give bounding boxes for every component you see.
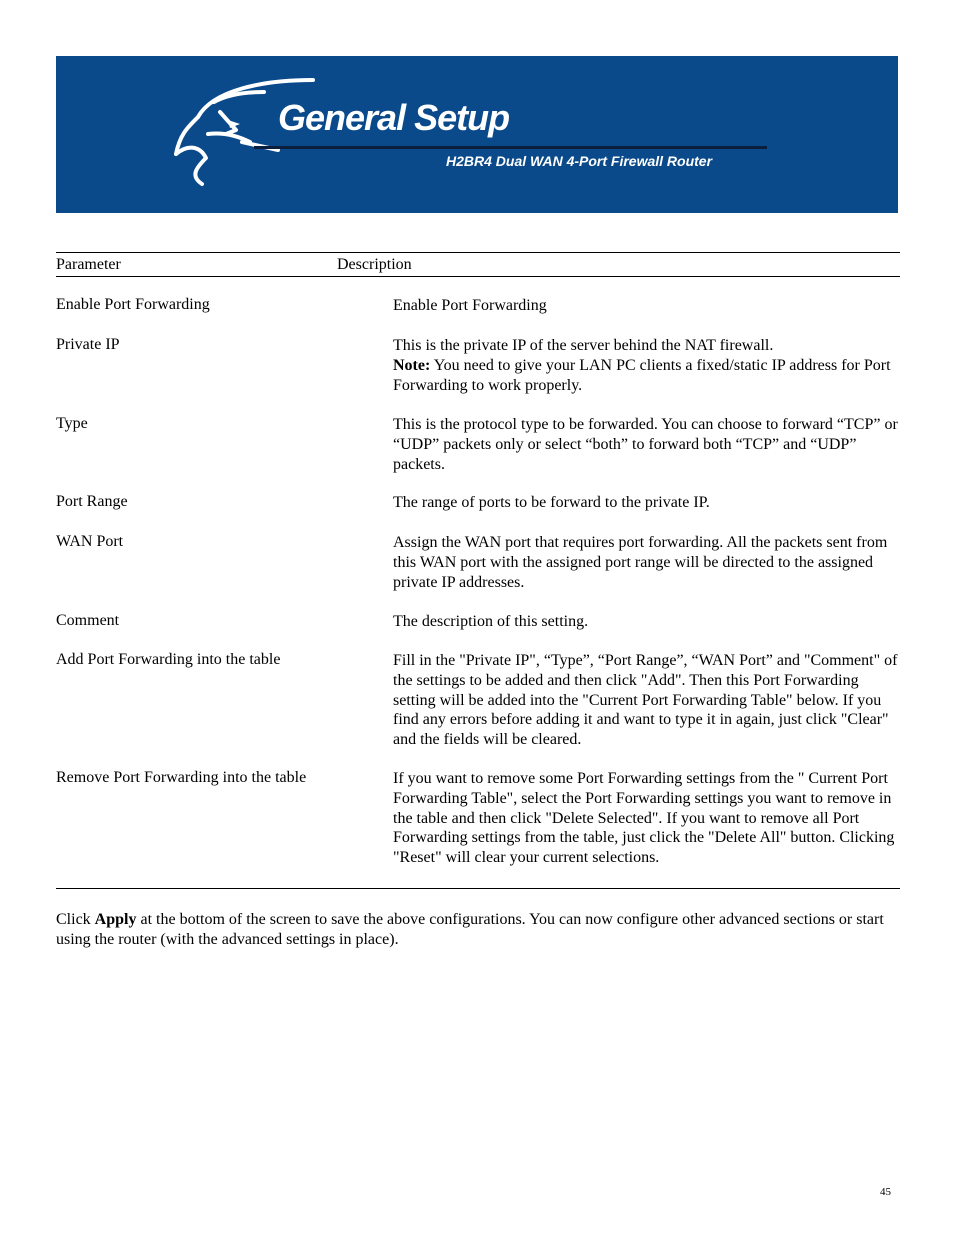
header-banner (56, 56, 898, 213)
apply-prefix: Click (56, 911, 95, 928)
note-label: Note: (393, 356, 431, 374)
description-cell: Assign the WAN port that requires port forwarding. All the packets sent from this WAN port with the assigned port range will be directed to the assigned private IP addresses. (393, 534, 888, 591)
apply-instruction (56, 910, 900, 950)
table-top-rule (56, 252, 900, 253)
description-cell: This is the protocol type to be forwarded. You can choose to forward “TCP” or “UDP” packets only or select “both” to forward both “TCP” and “UDP” packets. (393, 416, 898, 473)
description-cell (393, 336, 900, 395)
description-cell: Fill in the "Private IP", “Type”, “Port Range”, “WAN Port” and "Comment" of the settings to be added and then click "Add". Then this Port Forwarding setting will be added into the "Current Port Forwarding Table" below. If you find any errors before adding it and want to type it in again, just click "Clear" and the fields will be cleared. (393, 652, 898, 749)
parameter-cell: Add Port Forwarding into the table (56, 651, 281, 668)
parameter-cell: Comment (56, 612, 120, 629)
note-text: You need to give your LAN PC clients a fixed/static IP address for Port Forwarding to work properly. (393, 356, 891, 394)
parameter-cell: Type (56, 415, 88, 432)
banner-subtitle: H2BR4 Dual WAN 4-Port Firewall Router (446, 153, 713, 169)
description-cell: The description of this setting. (393, 613, 589, 630)
table-bottom-rule (56, 888, 900, 889)
apply-keyword: Apply (94, 911, 137, 928)
banner-title: General Setup (278, 97, 510, 138)
column-header-description: Description (337, 256, 412, 273)
parameter-cell: WAN Port (56, 533, 124, 550)
parameter-cell: Port Range (56, 493, 128, 510)
apply-suffix: at the bottom of the screen to save the above configurations. You can now configure other advanced sections or start using the router (with the advanced settings in place). (56, 911, 884, 948)
description-cell: If you want to remove some Port Forwarding settings from the " Current Port Forwarding Table", select the Port Forwarding settings you want to remove in the table and then click "Delete Selected". If you want to remove all Port Forwarding settings from the table, just click the "Delete All" button. Clicking "Reset" will clear your current selections. (393, 770, 895, 867)
parameter-cell: Remove Port Forwarding into the table (56, 769, 307, 786)
banner-divider (254, 146, 767, 149)
parameter-cell: Enable Port Forwarding (56, 296, 210, 313)
page-number: 45 (880, 1186, 891, 1198)
parameter-cell: Private IP (56, 336, 120, 353)
description-cell: Enable Port Forwarding (393, 297, 547, 314)
table-header-rule (56, 276, 900, 277)
column-header-parameter: Parameter (56, 256, 121, 273)
description-cell: The range of ports to be forward to the private IP. (393, 494, 710, 511)
description-text: This is the private IP of the server behind the NAT firewall. (393, 337, 774, 354)
